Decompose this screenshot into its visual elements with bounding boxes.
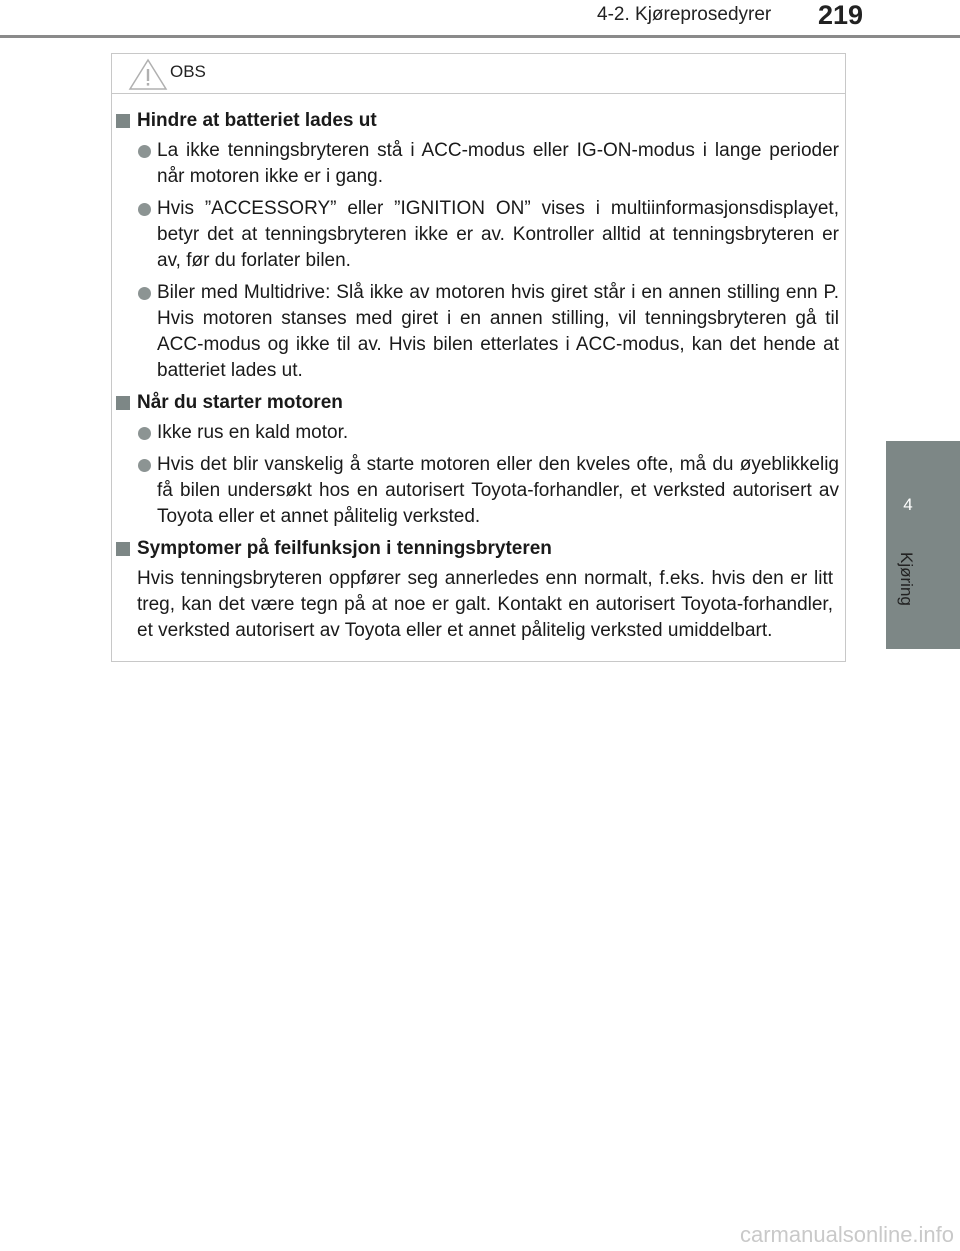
section-paragraph: Hvis tenningsbryteren oppfører seg annerledes enn normalt, f.eks. hvis den er litt treg, kan det være tegn på at noe er galt. Kontakt en autorisert Toyota-forhandler, et verksted autorisert av Toyota eller et annet pålitelig verksted umiddelbart. [137,568,833,641]
section-title-text: Hindre at batteriet lades ut [137,110,377,131]
section-title-text: Når du starter motoren [137,392,343,413]
section-title [112,390,847,416]
page-number: 219 [818,0,864,30]
caution-box [111,53,846,662]
watermark: carmanualsonline.info [740,1222,955,1247]
square-bullet-icon [116,396,130,410]
caution-label: OBS [170,62,206,81]
bullet-text: Hvis ”ACCESSORY” eller ”IGNITION ON” vises i multiinformasjonsdisplayet, betyr det at tenningsbryteren ikke er av. Kontroller alltid at tenningsbryteren er av, før du forlater bilen. [157,198,839,271]
bullet-text: La ikke tenningsbryteren stå i ACC-modus eller IG-ON-modus i lange perioder når motoren ikke er i gang. [157,140,839,187]
bullet-item [112,452,847,530]
round-bullet-icon [138,459,151,472]
bullet-item [112,420,847,446]
bullet-text: Ikke rus en kald motor. [157,422,349,443]
bullet-item [112,138,847,190]
section-title-text: Symptomer på feilfunksjon i tenningsbryteren [137,538,552,559]
section-title [112,108,847,134]
bullet-item [112,196,847,274]
header-rule [0,35,960,38]
bullet-text: Hvis det blir vanskelig å starte motoren eller den kveles ofte, må du øyeblikkelig få bilen undersøkt hos en autorisert Toyota-forhandler, et verksted autorisert av Toyota eller et annet pålitelig verksted. [157,454,839,527]
bullet-text: Biler med Multidrive: Slå ikke av motoren hvis giret står i en annen stilling enn P. Hvis motoren stanses med giret i en annen stilling, vil tenningsbryteren gå til ACC-modus og ikke til av. Hvis bilen etterlates i ACC-modus, kan det hende at batteriet lades ut. [157,282,839,381]
warning-triangle-icon [128,58,168,91]
square-bullet-icon [116,542,130,556]
round-bullet-icon [138,427,151,440]
square-bullet-icon [116,114,130,128]
caution-header [112,54,845,94]
bullet-item [112,280,847,384]
header-title: 4-2. Kjøreprosedyrer [597,4,772,25]
round-bullet-icon [138,287,151,300]
side-tab-label: Kjøring [897,552,916,606]
side-tab-label-wrap [884,552,928,632]
section-title [112,536,847,562]
round-bullet-icon [138,145,151,158]
caution-content [112,108,847,644]
side-tab-number: 4 [903,495,913,514]
round-bullet-icon [138,203,151,216]
